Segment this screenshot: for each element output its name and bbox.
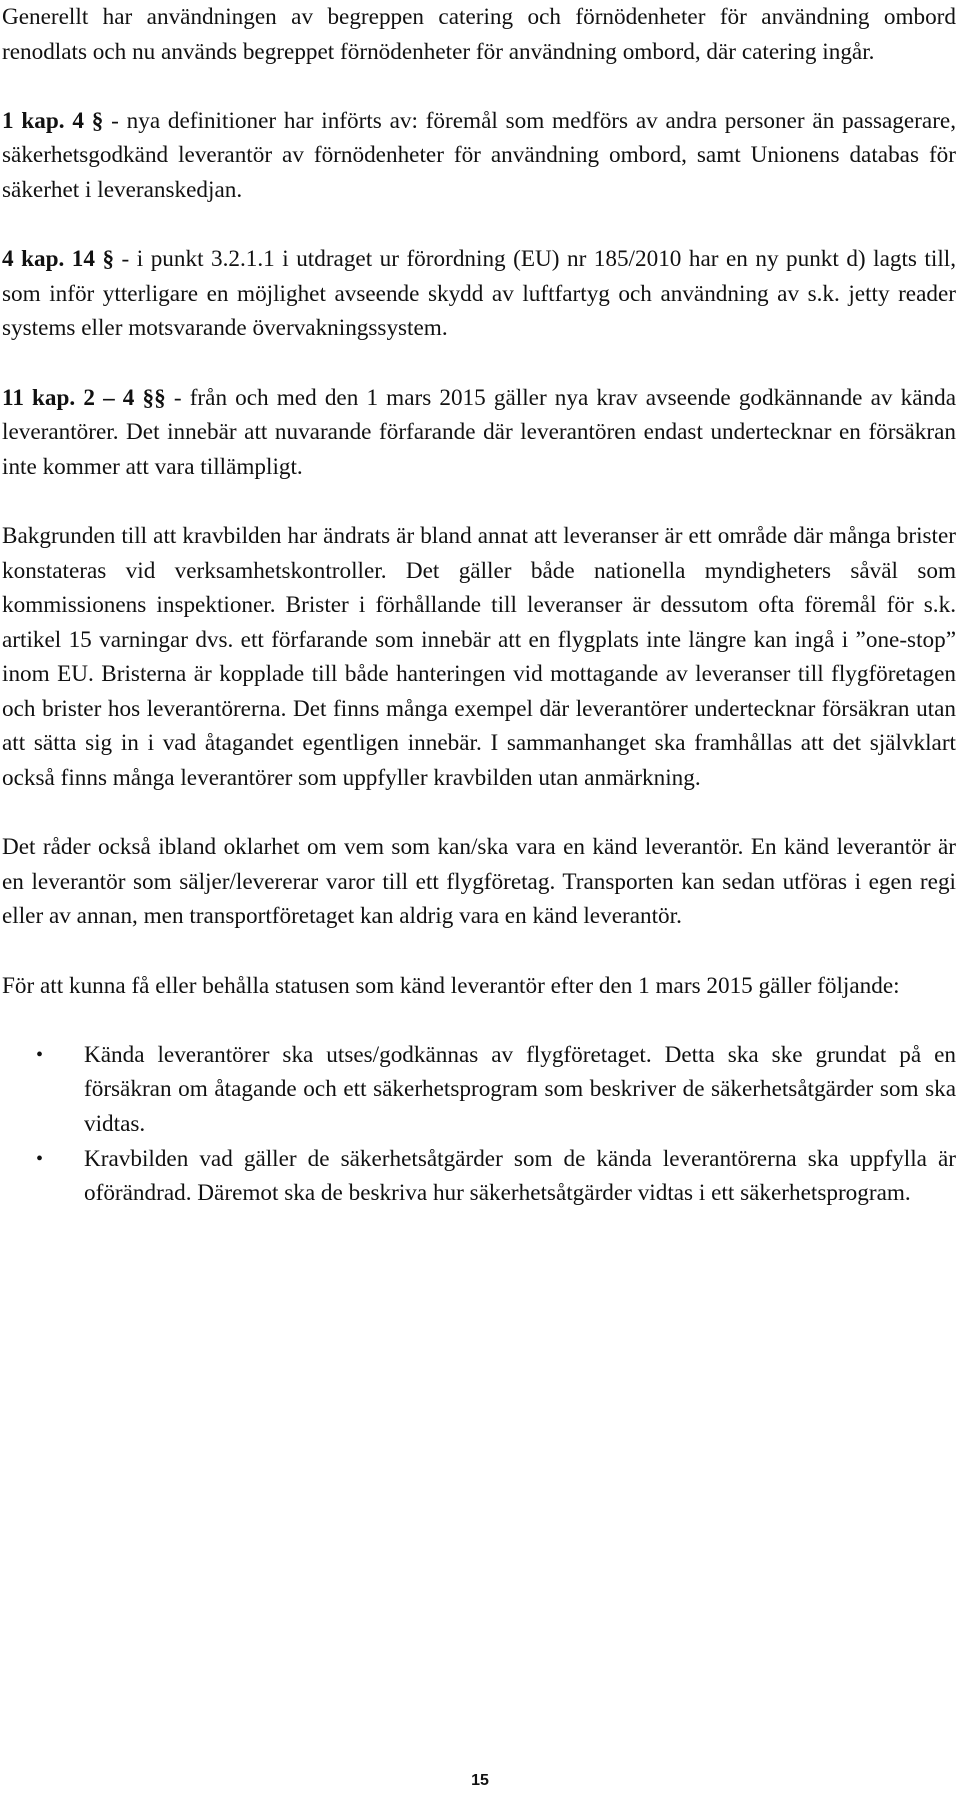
paragraph-known-supplier [2, 830, 956, 934]
paragraph-text: Det råder också ibland oklarhet om vem som kan/ska vara en känd leverantör. En känd leverantör är en leverantör som säljer/levererar varor till ett flygföretag. Transporten kan sedan utföras i egen regi eller av annan, men transportföretaget kan aldrig vara en känd leverantör. [2, 834, 956, 930]
paragraph-ref-1-kap-4 [2, 104, 956, 208]
document-body [2, 0, 956, 1211]
paragraph-text: - nya definitioner har införts av: föremål som medförs av andra personer än passagerare, säkerhetsgodkänd leverantör av förnödenheter för användning ombord, samt Unionens databas för säkerhet i leveranskedjan. [2, 107, 957, 203]
page-number: 15 [471, 1772, 489, 1789]
regulation-reference: 1 kap. 4 § [2, 107, 104, 134]
regulation-reference: 4 kap. 14 § [2, 246, 115, 273]
paragraph-text: - i punkt 3.2.1.1 i utdraget ur förordning (EU) nr 185/2010 har en ny punkt d) lagts till, som inför ytterligare en möjlighet avseende skydd av luftfartyg och användning av s.k. jetty reader systems eller motsvarande övervakningssystem. [2, 246, 956, 342]
list-item-text: Kravbilden vad gäller de säkerhetsåtgärder som de kända leverantörerna ska uppfylla är oförändrad. Däremot ska de beskriva hur säkerhetsåtgärder vidtas i ett säkerhetsprogram. [84, 1145, 956, 1207]
paragraph-text: För att kunna få eller behålla statusen som känd leverantör efter den 1 mars 2015 gäller följande: [2, 972, 900, 999]
list-item [2, 1142, 956, 1211]
paragraph-background [2, 519, 956, 796]
list-item [2, 1038, 956, 1142]
paragraph-ref-4-kap-14 [2, 242, 956, 346]
bullet-icon: • [36, 1147, 44, 1170]
regulation-reference: 11 kap. 2 – 4 §§ [2, 384, 166, 411]
paragraph-ref-11-kap-2-4 [2, 381, 956, 485]
paragraph-text: - från och med den 1 mars 2015 gäller nya krav avseende godkännande av kända leverantörer. Det innebär att nuvarande förfarande där leverantören endast undertecknar en försäkran inte kommer att vara tillämpligt. [2, 384, 956, 480]
requirements-list [2, 1038, 956, 1211]
paragraph-text: Generellt har användningen av begreppen catering och förnödenheter för användning ombord renodlats och nu används begreppet förnödenheter för användning ombord, där catering ingår. [2, 4, 956, 65]
paragraph-requirements-intro [2, 969, 956, 1004]
paragraph-text: Bakgrunden till att kravbilden har ändrats är bland annat att leveranser är ett område där många brister konstateras vid verksamhetskontroller. Det gäller både nationella myndigheters såväl som kommissionens inspektioner. Brister i förhållande till leveranser är dessutom ofta föremål för s.k. artikel 15 varningar dvs. ett förfarande som innebär att en flygplats inte längre kan ingå i ”one-stop” inom EU. Bristerna är kopplade till både hanteringen vid mottagande av leveranser till flygföretagen och brister hos leverantörerna. Det finns många exempel där leverantörer undertecknar försäkran utan att sätta sig in i vad åtagandet egentligen innebär. I sammanhanget ska framhållas att det självklart också finns många leverantörer som uppfyller kravbilden utan anmärkning. [2, 522, 956, 792]
list-item-text: Kända leverantörer ska utses/godkännas av flygföretaget. Detta ska ske grundat på en försäkran om åtagande och ett säkerhetsprogram som beskriver de säkerhetsåtgärder som ska vidtas. [84, 1041, 956, 1137]
bullet-icon: • [36, 1043, 44, 1066]
paragraph-intro [2, 0, 956, 69]
